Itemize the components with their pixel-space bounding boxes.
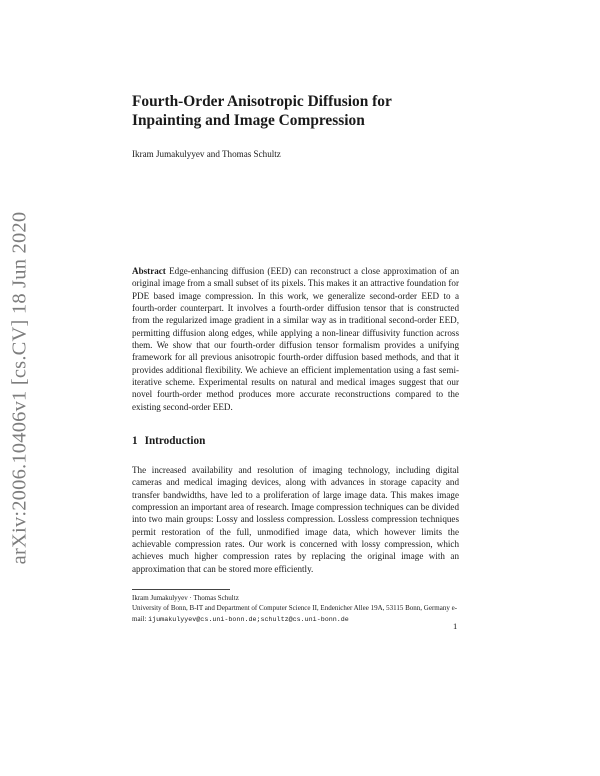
abstract-text: Edge-enhancing diffusion (EED) can reconstruct a close approximation of an original image from a small subset of its pixels. This makes it an attractive foundation for PDE based image compression. In this work, we generalize second-order EED to a fourth-order counterpart. It involves a fourth-order diffusion tensor that is constructed from the regularized image gradient in a similar way as in traditional second-order EED, permitting diffusion along edges, while applying a non-linear diffusivity function across them. We show that our fourth-order diffusion tensor formalism provides a unifying framework for all previous anisotropic fourth-order diffusion based methods, and that it provides additional flexibility. We achieve an efficient implementation using a fast semi-iterative scheme. Experimental results on natural and medical images suggest that our novel fourth-order method produces more accurate reconstructions compared to the existing second-order EED. — [132, 266, 459, 412]
footnote-email-label: e-mail: — [132, 604, 458, 623]
footnote-affiliation-line — [132, 603, 459, 625]
footnote — [132, 593, 459, 625]
footnote-rule — [132, 589, 230, 590]
arxiv-identifier-text: arXiv:2006.10406v1 [cs.CV] 18 Jun 2020 — [8, 211, 31, 564]
paper-title — [132, 92, 492, 130]
section-body-paragraph: The increased availability and resolution of imaging technology, including digital cameras and medical imaging devices, along with advances in storage capacity and transfer bandwidths, have led to a proliferation of large image data. This makes image compression an important area of research. Image compression techniques can be divided into two main groups: Lossy and lossless compression. Lossless compression techniques permit restoration of the full, unmodified image data, which however limits the achievable compression rates. Our work is concerned with lossy compression, which achieves much higher compression rates by replacing the original image with an approximation that can be stored more efficiently. — [132, 465, 459, 574]
footnote-emails: ijumakulyyev@cs.uni-bonn.de;schultz@cs.uni-bonn.de — [148, 615, 349, 624]
section-title: Introduction — [144, 435, 206, 447]
abstract — [132, 265, 459, 413]
arxiv-identifier-stamp — [6, 205, 34, 570]
title-line: Fourth-Order Anisotropic Diffusion for — [132, 93, 392, 110]
section-heading — [132, 435, 205, 447]
author-list: Ikram Jumakulyyev and Thomas Schultz — [132, 149, 281, 159]
footnote-affiliation: University of Bonn, B-IT and Department of Computer Science II, Endenicher Allee 19A, 53115 Bonn, Germany — [132, 604, 450, 613]
footnote-authors: Ikram Jumakulyyev · Thomas Schultz — [132, 594, 239, 602]
section-number: 1 — [132, 435, 138, 447]
page-number: 1 — [453, 621, 458, 631]
title-line: Inpainting and Image Compression — [132, 112, 365, 129]
abstract-label: Abstract — [132, 266, 166, 276]
